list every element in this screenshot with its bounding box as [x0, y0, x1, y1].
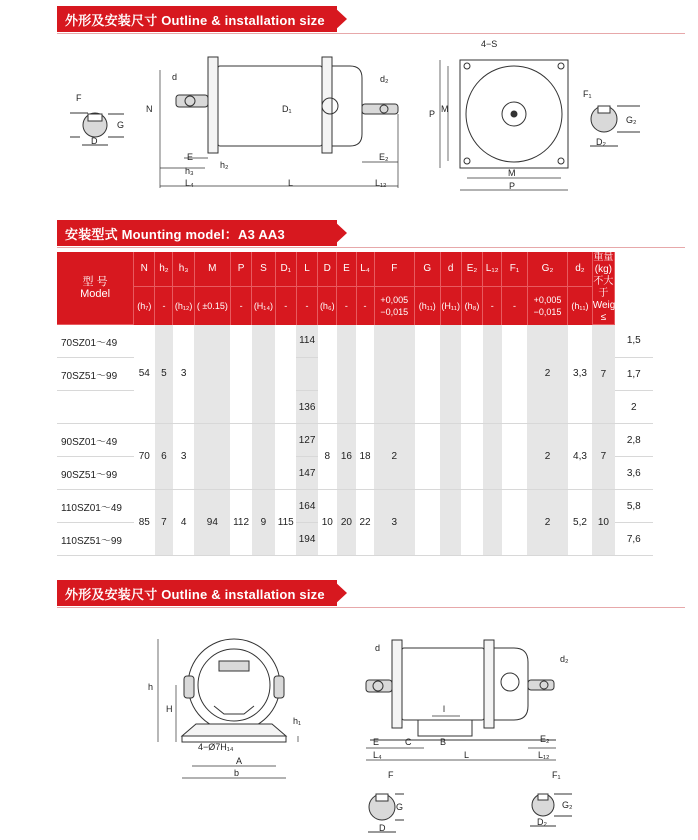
- label-C: C: [405, 737, 412, 747]
- model-header: 型 号 Model: [57, 252, 134, 325]
- cell-weight: 2,8: [615, 424, 653, 457]
- tolerance-cell: -: [483, 286, 502, 324]
- label-D: D: [91, 136, 98, 146]
- model-cell: 90SZ51～99: [57, 457, 134, 490]
- tolerance-cell: (h₈): [461, 286, 482, 324]
- col-header: F: [374, 252, 414, 286]
- tolerance-cell: -: [296, 286, 317, 324]
- label-d: d: [375, 643, 381, 653]
- tolerance-cell: -: [356, 286, 374, 324]
- cell-d2: 7: [592, 424, 614, 490]
- label-F1: F₁: [583, 89, 592, 99]
- tolerance-cell: (h₁₁): [415, 286, 441, 324]
- col-header: d₂: [568, 252, 592, 286]
- col-header: h₃: [173, 252, 194, 286]
- cell-L: 147: [296, 457, 317, 490]
- cell-h2: 7: [155, 490, 173, 556]
- col-header: E₂: [461, 252, 482, 286]
- label-E2: E₂: [379, 152, 389, 162]
- label-h1: h₁: [293, 716, 302, 726]
- col-header: E: [337, 252, 356, 286]
- cell-P: 112: [230, 490, 251, 556]
- cell-D: 10: [318, 490, 337, 556]
- label-h: h: [148, 682, 154, 692]
- label-L: L: [288, 178, 294, 188]
- tolerance-cell: (h₇): [134, 286, 155, 324]
- label-G: G: [117, 120, 125, 130]
- col-header: G: [415, 252, 441, 286]
- label-L: L: [464, 750, 470, 760]
- tolerance-cell: -: [230, 286, 251, 324]
- label-L4: L₄: [373, 750, 382, 760]
- col-header: L: [296, 252, 317, 286]
- col-header: P: [230, 252, 251, 286]
- label-M-vert: M: [441, 104, 449, 114]
- tolerance-cell: ( ±0.15): [194, 286, 230, 324]
- cell-weight: 7,6: [615, 523, 653, 556]
- label-N: N: [146, 104, 153, 114]
- shaft-section-bottom-left: [368, 770, 404, 833]
- cell-L: 136: [296, 391, 317, 424]
- tolerance-cell: +0,005 −0,015: [527, 286, 567, 324]
- col-header: M: [194, 252, 230, 286]
- tolerance-cell: (h₆): [318, 286, 337, 324]
- tolerance-cell: -: [502, 286, 528, 324]
- label-E: E: [373, 737, 380, 747]
- col-header: D: [318, 252, 337, 286]
- banner-title-cn: 外形及安装尺寸: [65, 588, 158, 603]
- label-D: D: [379, 823, 386, 833]
- cell-L4: 18: [356, 424, 374, 490]
- cell-D1: 115: [275, 490, 296, 556]
- label-b: b: [234, 768, 240, 778]
- label-G2: G₂: [562, 800, 573, 810]
- tolerance-cell: (h₁₂): [173, 286, 194, 324]
- col-header: h₂: [155, 252, 173, 286]
- label-E2: E₂: [540, 734, 550, 744]
- banner-title-en: Outline & installation size: [161, 587, 325, 602]
- tolerance-cell: -: [337, 286, 356, 324]
- cell-F: 2: [374, 424, 414, 490]
- cell-G2: 4,3: [568, 424, 592, 490]
- label-d2: d₂: [560, 654, 569, 664]
- cell-weight: 1,5: [615, 325, 653, 358]
- col-header: S: [252, 252, 275, 286]
- label-F1: F₁: [552, 770, 561, 780]
- cell-F1: 2: [527, 325, 567, 424]
- banner-title-en: Outline & installation size: [161, 13, 325, 28]
- cell-F1: 2: [527, 424, 567, 490]
- cell-N: 85: [134, 490, 155, 556]
- label-d2: d₂: [380, 74, 389, 84]
- foot-front-view: [148, 639, 301, 778]
- label-H: H: [166, 704, 173, 714]
- model-cell: 110SZ01～49: [57, 490, 134, 523]
- col-header: L₁₂: [483, 252, 502, 286]
- cell-weight: 5,8: [615, 490, 653, 523]
- cell-G2: 3,3: [568, 325, 592, 424]
- cell-weight: 2: [615, 391, 653, 424]
- banner-title-en: Mounting model：A3 AA3: [121, 227, 285, 242]
- label-D2: D₂: [537, 817, 547, 827]
- label-A: A: [236, 756, 243, 766]
- tolerance-cell: -: [275, 286, 296, 324]
- weight-header: 重量 (kg) 不大于 Weight ≤: [592, 252, 624, 323]
- tolerance-cell: (H₁₁): [440, 286, 461, 324]
- model-cell: 70SZ01～49: [57, 325, 134, 358]
- cell-h2: 5: [155, 325, 173, 424]
- cell-S: 9: [252, 490, 275, 556]
- cell-d2: 10: [592, 490, 614, 556]
- tolerance-cell: -: [155, 286, 173, 324]
- model-cell: 90SZ01～49: [57, 424, 134, 457]
- banner-title-cn: 安装型式: [65, 228, 118, 243]
- tolerance-cell: (H₁₄): [252, 286, 275, 324]
- col-header: G₂: [527, 252, 567, 286]
- cell-weight: 1,7: [615, 358, 653, 391]
- cell-F1: 2: [527, 490, 567, 556]
- label-holes: 4−Ø7H₁₄: [198, 742, 234, 752]
- cell-L: 127: [296, 424, 317, 457]
- cell-h3: 3: [173, 325, 194, 424]
- label-F: F: [388, 770, 394, 780]
- cell-L: 194: [296, 523, 317, 556]
- label-G: G: [396, 802, 404, 812]
- cell-N: 70: [134, 424, 155, 490]
- col-header: N: [134, 252, 155, 286]
- label-G2: G₂: [626, 115, 637, 125]
- tolerance-cell: (h₁₁): [568, 286, 592, 324]
- col-header: L₄: [356, 252, 374, 286]
- tolerance-cell: +0,005 −0,015: [374, 286, 414, 324]
- label-l: l: [443, 704, 445, 714]
- col-header: D₁: [275, 252, 296, 286]
- cell-L: 114: [296, 325, 317, 358]
- cell-G2: 5,2: [568, 490, 592, 556]
- label-4-S: 4−S: [481, 39, 498, 49]
- model-cell: 70SZ51～99: [57, 358, 134, 391]
- label-P: P: [509, 181, 516, 191]
- col-header: F₁: [502, 252, 528, 286]
- label-B: B: [440, 737, 447, 747]
- label-D1: D₁: [282, 104, 292, 114]
- label-P-vert: P: [429, 109, 436, 119]
- model-cell: 110SZ51～99: [57, 523, 134, 556]
- label-L12: L₁₂: [538, 750, 550, 760]
- cell-h3: 3: [173, 424, 194, 490]
- cell-d2: 7: [592, 325, 614, 424]
- label-L12: L₁₂: [375, 178, 387, 188]
- label-d: d: [172, 72, 178, 82]
- banner-title-cn: 外形及安装尺寸: [65, 14, 158, 29]
- label-h2: h₂: [220, 160, 229, 170]
- label-E: E: [187, 152, 194, 162]
- cell-L: 164: [296, 490, 317, 523]
- cell-h3: 4: [173, 490, 194, 556]
- label-D2: D₂: [596, 137, 606, 147]
- label-M: M: [508, 168, 516, 178]
- cell-M: 94: [194, 490, 230, 556]
- cell-E: 20: [337, 490, 356, 556]
- cell-L4: 22: [356, 490, 374, 556]
- cell-E: 16: [337, 424, 356, 490]
- label-h3: h₃: [185, 166, 194, 176]
- cell-N: 54: [134, 325, 155, 424]
- label-L4: L₄: [185, 178, 194, 188]
- cell-D: 8: [318, 424, 337, 490]
- col-header: d: [440, 252, 461, 286]
- cell-weight: 3,6: [615, 457, 653, 490]
- label-F: F: [76, 93, 82, 103]
- foot-side-view: [366, 640, 569, 760]
- cell-F: 3: [374, 490, 414, 556]
- shaft-section-bottom-right: [530, 770, 573, 827]
- cell-h2: 6: [155, 424, 173, 490]
